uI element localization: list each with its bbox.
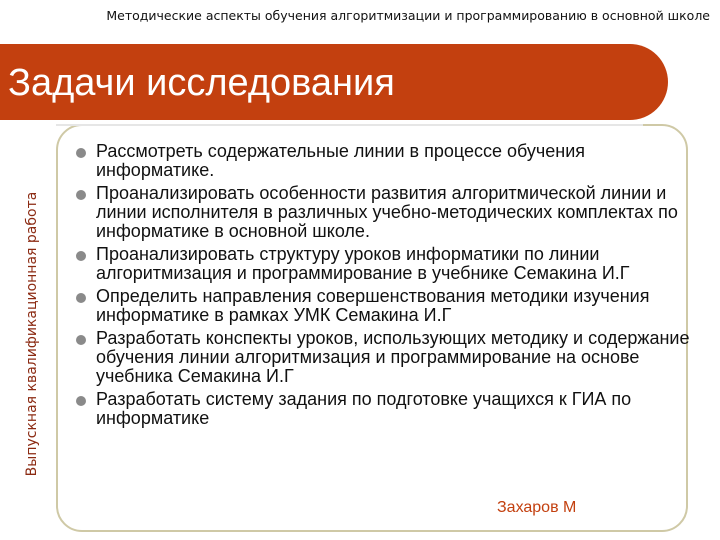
list-item-text: Рассмотреть содержательные линии в процессе обучения информатике. [96,141,586,180]
list-item [70,142,706,180]
list-item-text: Разработать систему задания по подготовке учащихся к ГИА по информатике [96,389,632,428]
list-item-text: Проанализировать особенности развития алгоритмической линии и линии исполнителя в различных учебно-методических комплектах по информатике в основной школе. [96,183,678,241]
slide-title: Задачи исследования [8,62,395,104]
list-item [70,390,706,428]
list-item-text: Определить направления совершенствования методики изучения информатике в рамках УМК Семакина И.Г [96,286,650,325]
list-item [70,329,706,386]
bullet-dot-icon [76,396,86,406]
list-item-text: Разработать конспекты уроков, использующих методику и содержание обучения линии алгоритмизация и программирование на основе учебника Семакина И.Г [96,328,690,386]
bullet-dot-icon [76,190,86,200]
list-item [70,184,706,241]
thesis-type-label: Выпускная квалификационная работа [24,191,40,477]
list-item-text: Проанализировать структуру уроков информатики по линии алгоритмизация и программирование в учебнике Семакина И.Г [96,244,630,283]
bullet-dot-icon [76,148,86,158]
task-list [70,142,706,432]
bullet-dot-icon [76,293,86,303]
bullet-dot-icon [76,251,86,261]
list-item [70,245,706,283]
presentation-topic: Методические аспекты обучения алгоритмизации и программированию в основной школе [106,8,710,23]
author-name: Захаров М [497,499,577,516]
list-item [70,287,706,325]
bullet-dot-icon [76,335,86,345]
